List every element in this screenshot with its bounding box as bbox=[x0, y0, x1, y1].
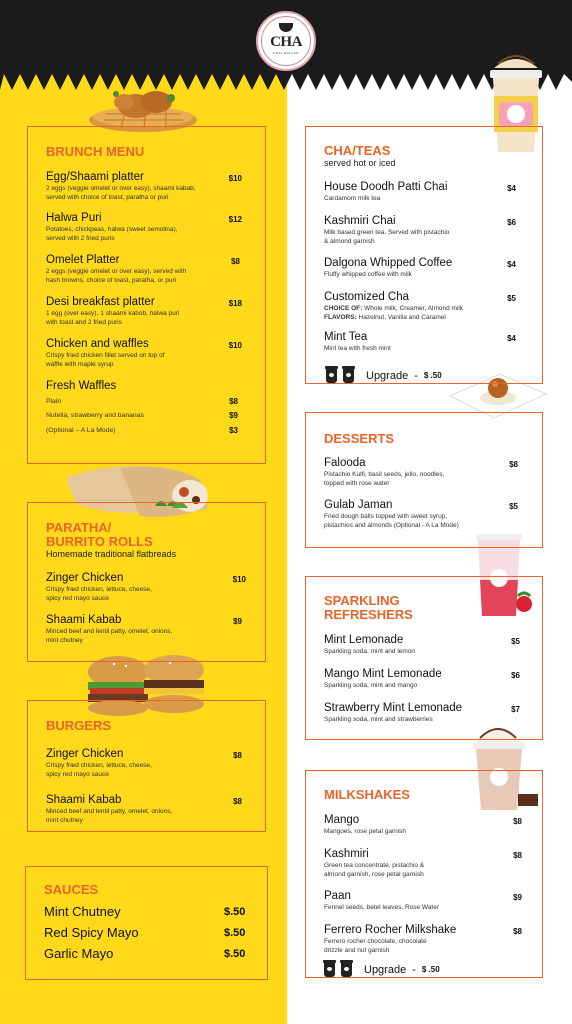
item-price: $8 bbox=[509, 460, 518, 469]
cup-icon bbox=[343, 368, 354, 383]
paratha-subtitle: Homemade traditional flatbreads bbox=[46, 549, 177, 559]
item-price: $18 bbox=[228, 299, 242, 308]
item-price: $10 bbox=[232, 575, 246, 584]
paratha-title-line1: PARATHA/ bbox=[46, 520, 112, 535]
waffle-option: (Optional – A La Mode) bbox=[46, 427, 116, 434]
menu-item[interactable]: Egg/Shaami platter 2 eggs (veggie omelet or over easy), shaami kabab, served with choice of toast, paratha or puri bbox=[46, 171, 196, 201]
sauce-price: $.50 bbox=[224, 906, 246, 918]
menu-item[interactable]: Mint Tea Mint tea with fresh mint bbox=[324, 331, 391, 352]
teacup-icon bbox=[279, 23, 293, 32]
menu-item[interactable]: Shaami Kabab Minced beef and lentil patty, omelet, onions, mint chutney bbox=[46, 614, 173, 644]
sauce-price: $.50 bbox=[224, 927, 246, 939]
menu-item[interactable]: Kashmiri Green tea concentrate, pistachio & almond garnish, rose petal garnish bbox=[324, 848, 425, 878]
sauce-item[interactable]: Red Spicy Mayo bbox=[44, 925, 139, 940]
menu-item[interactable]: Zinger Chicken Crispy fried chicken, lettuce, cheese, spicy red mayo sauce bbox=[46, 572, 152, 602]
item-price: $10 bbox=[228, 174, 242, 183]
item-price: $7 bbox=[511, 705, 520, 714]
item-price: $5 bbox=[511, 637, 520, 646]
menu-item-customized-cha[interactable]: Customized Cha CHOICE OF: Whole milk, Creamer, Almond milk FLAVORS: Hazelnut, Vanilla and Caramel bbox=[324, 291, 464, 321]
item-price: $6 bbox=[511, 671, 520, 680]
item-price: $8 bbox=[513, 817, 522, 826]
burgers-title: BURGERS bbox=[46, 718, 112, 733]
teas-subtitle: served hot or iced bbox=[324, 158, 396, 168]
menu-item[interactable]: Desi breakfast platter 1 egg (over easy), 1 shaami kabob, halwa puri with toast and 2 fried puris bbox=[46, 296, 180, 326]
menu-item[interactable]: Chicken and waffles Crispy fried chicken fillet served on top of waffle with maple syrup bbox=[46, 338, 165, 368]
item-price: $4 bbox=[507, 334, 516, 343]
menu-item[interactable]: Shaami Kabab Minced beef and lentil patty, omelet, onions, mint chutney bbox=[46, 794, 173, 824]
cup-icon bbox=[341, 962, 352, 977]
milkshake-upgrade-option[interactable]: Upgrade - $ .50 bbox=[324, 962, 440, 977]
menu-item[interactable]: Gulab Jaman Fried dough balls topped with sweet syrup, pistachios and almonds (Optional - A La Mode) bbox=[324, 499, 459, 529]
menu-item[interactable]: Ferrero Rocher Milkshake Ferrero rocher chocolate, chocolate drizzle and nut garnish bbox=[324, 924, 457, 954]
item-price: $5 bbox=[509, 502, 518, 511]
sparkling-title-line1: SPARKLING bbox=[324, 593, 400, 608]
item-price: $8 bbox=[513, 851, 522, 860]
item-price: $6 bbox=[507, 218, 516, 227]
sauce-item[interactable]: Mint Chutney bbox=[44, 904, 121, 919]
item-price: $12 bbox=[228, 215, 242, 224]
menu-item[interactable]: Omelet Platter 2 eggs (veggie omelet or over easy), served with hash browns, choice of toast, paratha, or puri bbox=[46, 254, 187, 284]
sauces-title: SAUCES bbox=[44, 882, 99, 897]
cup-icon bbox=[326, 368, 337, 383]
cup-icon bbox=[324, 962, 335, 977]
menu-item[interactable]: Mango Mint Lemonade Sparkling soda, mint and mango bbox=[324, 668, 442, 689]
item-price: $3 bbox=[229, 426, 238, 435]
item-price: $8 bbox=[233, 751, 242, 760]
item-price: $4 bbox=[507, 260, 516, 269]
waffle-option: Plain bbox=[46, 398, 62, 405]
sparkling-title-line2: REFRESHERS bbox=[324, 607, 413, 622]
desserts-title: DESSERTS bbox=[324, 431, 395, 446]
item-price: $5 bbox=[507, 294, 516, 303]
item-price: $9 bbox=[513, 893, 522, 902]
item-price: $9 bbox=[233, 617, 242, 626]
waffle-option: Nutella, strawberry and bananas bbox=[46, 412, 144, 419]
menu-item[interactable]: Mint Lemonade Sparkling soda, mint and lemon bbox=[324, 634, 416, 655]
item-price: $8 bbox=[233, 797, 242, 806]
menu-item[interactable]: Falooda Pistachio Kulfi, basil seeds, jello, noodles, topped with rose water bbox=[324, 457, 445, 487]
item-price: $4 bbox=[507, 184, 516, 193]
paratha-title-line2: BURRITO ROLLS bbox=[46, 534, 153, 549]
menu-item[interactable]: Dalgona Whipped Coffee Fluffy whipped coffee with milk bbox=[324, 257, 453, 278]
teas-title: CHA/TEAS bbox=[324, 143, 391, 158]
cha-logo: CHA CHAI WALLAH bbox=[256, 11, 316, 71]
sauce-price: $.50 bbox=[224, 948, 246, 960]
item-price: $9 bbox=[229, 411, 238, 420]
menu-item[interactable]: Halwa Puri Potatoes, chickpeas, halwa (sweet semolina), served with 2 fried puris bbox=[46, 212, 178, 242]
item-price: $8 bbox=[229, 397, 238, 406]
milkshakes-title: MILKSHAKES bbox=[324, 787, 410, 802]
item-price: $8 bbox=[513, 927, 522, 936]
menu-item[interactable]: House Doodh Patti Chai Cardamom milk tea bbox=[324, 181, 448, 202]
menu-item[interactable]: Strawberry Mint Lemonade Sparkling soda, mint and strawberries bbox=[324, 702, 463, 723]
menu-item[interactable]: Paan Fennel seeds, betel leaves, Rose Water bbox=[324, 890, 440, 911]
item-price: $10 bbox=[228, 341, 242, 350]
menu-item-fresh-waffles[interactable]: Fresh Waffles bbox=[46, 380, 117, 392]
tea-upgrade-option[interactable]: Upgrade - $ .50 bbox=[326, 368, 442, 383]
menu-item[interactable]: Kashmiri Chai Milk based green tea. Served with pistachio & almond garnish bbox=[324, 215, 450, 245]
sauce-item[interactable]: Garlic Mayo bbox=[44, 946, 114, 961]
brunch-menu-title: BRUNCH MENU bbox=[46, 144, 145, 159]
item-price: $8 bbox=[231, 257, 240, 266]
menu-item[interactable]: Zinger Chicken Crispy fried chicken, lettuce, cheese, spicy red mayo sauce bbox=[46, 748, 152, 778]
menu-item[interactable]: Mango Mangoes, rose petal garnish bbox=[324, 814, 407, 835]
